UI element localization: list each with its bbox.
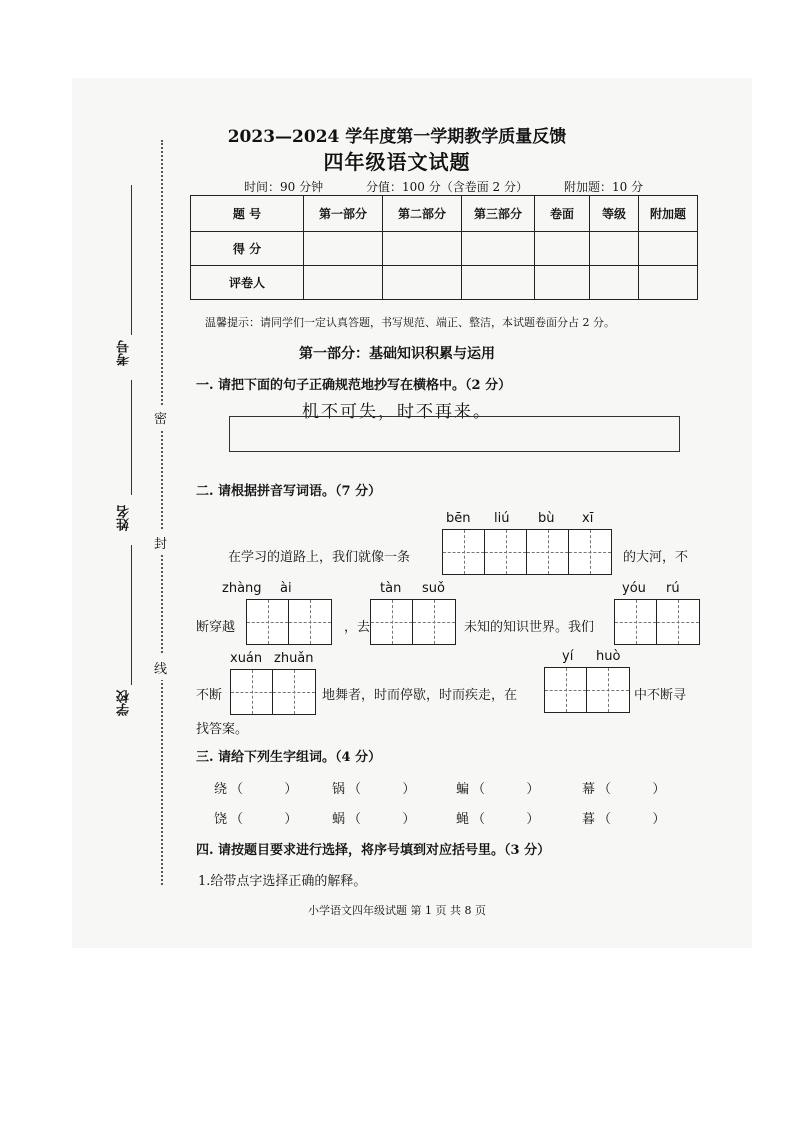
answer-paren[interactable]: （ ） [230,782,298,797]
pinyin: bù [538,511,555,526]
answer-paren[interactable]: （ ） [230,812,298,827]
grader-cell[interactable] [383,266,462,300]
grader-cell[interactable] [639,266,698,300]
score-header: 第三部分 [462,196,535,232]
q2-text: 在学习的道路上，我们就像一条 [228,550,411,565]
score-header: 题 号 [191,196,304,232]
pinyin: yí [562,649,574,664]
answer-paren[interactable]: （ ） [472,782,540,797]
char: 锅 [332,782,346,797]
score-header: 卷面 [535,196,590,232]
seal-char-feng: 封 [154,530,167,555]
pinyin: tàn [380,581,402,596]
q2-text: 未知的知识世界。我们 [464,620,595,635]
answer-grid-youru[interactable] [614,599,700,645]
pinyin: xuán [230,651,263,666]
char: 蝇 [456,812,470,827]
answer-grid-tansuo[interactable] [370,599,456,645]
grader-cell[interactable] [462,266,535,300]
seal-char-mi: 密 [154,405,167,430]
answer-grid-benliubuxi[interactable] [442,529,612,575]
answer-grid-xuanzhuan[interactable] [230,669,316,715]
score-header: 第二部分 [383,196,462,232]
pinyin: liú [494,511,510,526]
answer-paren[interactable]: （ ） [348,782,416,797]
exam-subtitle: 四年级语文试题 [323,150,471,174]
score-cell[interactable] [383,232,462,266]
exam-number-underline [131,185,132,335]
q4-title: 四. 请按题目要求进行选择，将序号填到对应括号里。（3 分） [196,843,551,858]
q2-text: 的大河，不 [623,550,689,565]
score-cell[interactable] [639,232,698,266]
answer-grid-yihuo[interactable] [544,667,630,713]
exam-time: 时间：90 分钟 [244,180,324,194]
score-cell[interactable] [590,232,639,266]
reminder-tip: 温馨提示：请同学们一定认真答题，书写规范、端正、整洁，本试题卷面分占 2 分。 [205,316,615,329]
pinyin: bēn [446,511,471,526]
seal-char-xian: 线 [154,655,167,680]
grader-cell[interactable] [304,266,383,300]
char: 蝙 [456,782,470,797]
pinyin: zhuǎn [274,651,314,666]
score-row-label: 得 分 [191,232,304,266]
answer-paren[interactable]: （ ） [348,812,416,827]
q2-text: 中不断寻 [634,688,687,703]
score-header: 等级 [590,196,639,232]
part1-title: 第一部分：基础知识积累与运用 [299,346,495,362]
answer-paren[interactable]: （ ） [472,812,540,827]
pinyin: rú [666,581,680,596]
score-table [190,195,698,300]
pinyin: suǒ [422,581,445,596]
name-label: 姓名 [117,505,132,531]
score-row-label: 评卷人 [191,266,304,300]
q2-text: 地舞者，时而停歇，时而疾走，在 [322,688,518,703]
answer-paren[interactable]: （ ） [598,782,666,797]
score-cell[interactable] [304,232,383,266]
char: 幕 [582,782,596,797]
q2-text: 断穿越 [196,620,236,635]
char: 蜗 [332,812,346,827]
score-header: 第一部分 [304,196,383,232]
q1-copy-box[interactable] [229,416,680,452]
q2-text: ，去 [344,620,371,635]
answer-paren[interactable]: （ ） [598,812,666,827]
char: 暮 [582,812,596,827]
seal-dotted-line [161,140,163,885]
pinyin: huò [596,649,621,664]
school-label: 学校 [117,690,132,716]
q3-title: 三. 请给下列生字组词。（4 分） [196,750,382,765]
q2-title: 二. 请根据拼音写词语。（7 分） [196,484,382,499]
grader-cell[interactable] [590,266,639,300]
school-underline [131,545,132,685]
grader-cell[interactable] [535,266,590,300]
q2-text: 不断 [196,688,223,703]
exam-title: 2023—2024 学年度第一学期教学质量反馈 [227,127,567,147]
q4-item1: 1.给带点字选择正确的解释。 [198,874,367,889]
char: 绕 [214,782,228,797]
q1-title: 一. 请把下面的句子正确规范地抄写在横格中。（2 分） [196,378,512,393]
char: 饶 [214,812,228,827]
answer-grid-zhangai[interactable] [246,599,332,645]
exam-number-label: 考号 [117,340,132,366]
q1-sentence: 机不可失，时不再来。 [302,402,492,422]
pinyin: zhàng [222,581,262,596]
score-cell[interactable] [535,232,590,266]
pinyin: xī [582,511,594,526]
exam-score-value: 分值：100 分（含卷面 2 分） [366,180,528,194]
score-header: 附加题 [639,196,698,232]
q2-text: 找答案。 [196,722,249,737]
exam-bonus: 附加题：10 分 [564,180,644,194]
pinyin: yóu [622,581,646,596]
score-cell[interactable] [462,232,535,266]
pinyin: ài [280,581,292,596]
page-footer: 小学语文四年级试题 第 1 页 共 8 页 [308,904,486,917]
